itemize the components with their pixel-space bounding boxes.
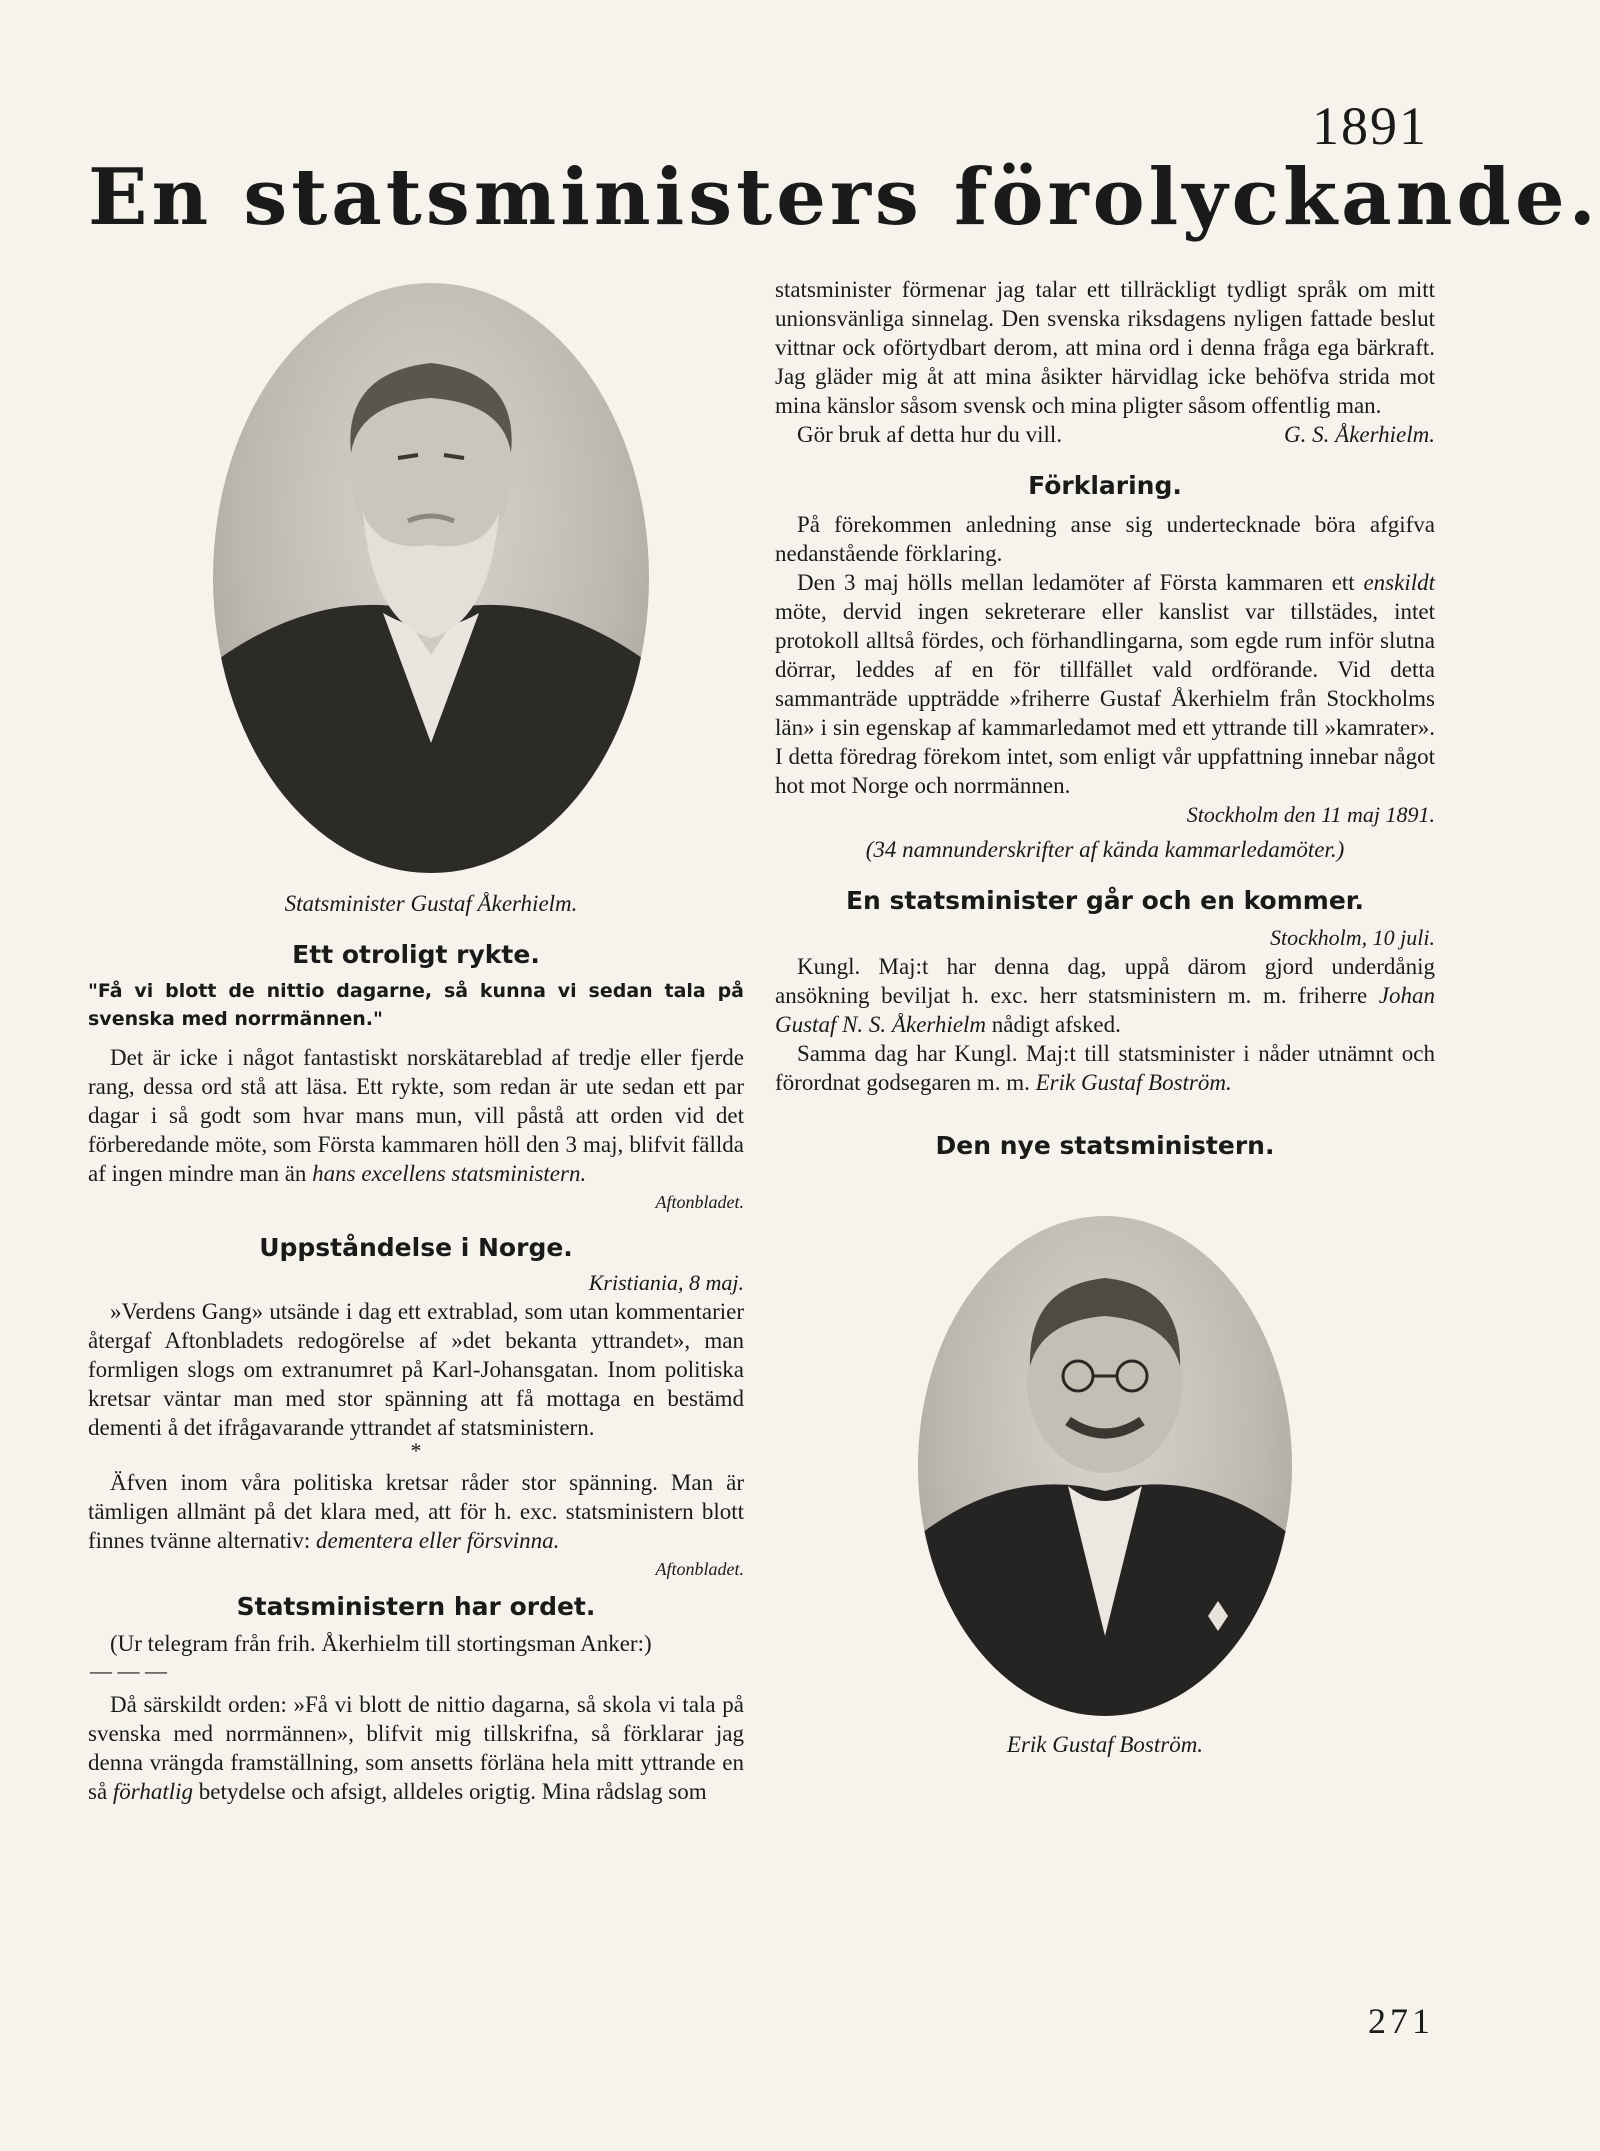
- signature: G. S. Åkerhielm.: [1284, 422, 1435, 447]
- section-heading-ordet: Statsministern har ordet.: [236, 1592, 596, 1621]
- section-heading-nye: Den nye statsministern.: [935, 1131, 1275, 1160]
- paragraph: På förekommen anledning anse sig undertecknade böra afgifva nedanstående förklaring.: [775, 512, 1435, 566]
- section-heading-forklaring: Förklaring.: [1028, 471, 1182, 500]
- portrait-caption-akerhielm: Statsminister Gustaf Åkerhielm.: [284, 891, 578, 916]
- dateline: Kristiania, 8 maj.: [588, 1270, 744, 1295]
- separator-star: *: [410, 1438, 422, 1463]
- paragraph: Det är icke i något fantastiskt norskätareblad af tredje eller fjerde rang, dessa ord stå att läsa. Ett rykte, som redan är ute sedan ett par dagar i så godt som hvar mans mun, vill påstå att orden vid det förberedande möte, som Första kammaren höll den 3 maj, blifvit fällda af ingen mindre man än hans excellens statsministern.: [88, 1045, 744, 1186]
- page-title: En statsministers förolyckande.: [88, 152, 1600, 243]
- dashes: — — —: [90, 1658, 167, 1683]
- portrait-bostrom: [918, 1216, 1292, 1716]
- section-heading-rykte: Ett otroligt rykte.: [292, 940, 540, 969]
- paragraph: »Verdens Gang» utsände i dag ett extrablad, som utan kommentarier återgaf Aftonbladets redogörelse af »det bekanta yttrandet», man formligen slogs om extranumret på Karl-Johansgatan. Inom politiska kretsar väntar man med stor spänning att få mottaga en bestämd dementi å det ifrågavarande yttrandet af statsministern.: [88, 1299, 744, 1440]
- right-column: [775, 275, 1435, 1759]
- closing-line: Gör bruk af detta hur du vill.: [797, 422, 1063, 447]
- paragraph: Då särskildt orden: »Få vi blott de nittio dagarna, så skola vi tala på svenska med norrmännen», blifvit mig tillskrifna, så förklarar jag denna vrängda framställning, som ansetts förläna hela mitt yttrande en så förhatlig betydelse och afsigt, alldeles origtig. Mina rådslag som: [88, 1692, 744, 1804]
- left-column: [88, 283, 744, 1806]
- source-aftonbladet: Aftonbladet.: [655, 1192, 744, 1212]
- source-aftonbladet: Aftonbladet.: [655, 1559, 744, 1579]
- dateline: Stockholm den 11 maj 1891.: [1186, 802, 1435, 827]
- portrait-akerhielm: [213, 283, 649, 873]
- portrait-caption-bostrom: Erik Gustaf Boström.: [1006, 1732, 1204, 1757]
- signatures-note: (34 namnunderskrifter af kända kammarledamöter.): [865, 837, 1345, 862]
- paragraph: Den 3 maj hölls mellan ledamöter af Första kammaren ett enskildt möte, dervid ingen sekreterare eller kanslist var tillstädes, intet protokoll alltså fördes, och förhandlingarna, som egde rum inför slutna dörrar, leddes af en för tillfället vald ordförande. Vid detta sammanträde uppträdde »friherre Gustaf Åkerhielm från Stockholms län» i sin egenskap af kammarledamot med ett yttrande till »kamrater». I detta föredrag förekom intet, som enligt vår uppfattning innebar något hot mot Norge och norrmännen.: [775, 570, 1435, 798]
- paragraph: Samma dag har Kungl. Maj:t till statsminister i nåder utnämnt och förordnat godsegaren m. m. Erik Gustaf Boström.: [775, 1041, 1435, 1095]
- paragraph: Äfven inom våra politiska kretsar råder stor spänning. Man är tämligen allmänt på det klara med, att för h. exc. statsministern blott finnes tvänne alternativ: dementera eller försvinna.: [88, 1470, 744, 1553]
- quote: "Få vi blott de nittio dagarne, så kunna vi sedan tala på svenska med norrmännen.": [88, 980, 744, 1030]
- dateline: Stockholm, 10 juli.: [1270, 925, 1435, 950]
- paragraph: Kungl. Maj:t har denna dag, uppå därom gjord underdånig ansökning beviljat h. exc. herr statsministern m. m. friherre Johan Gustaf N. S. Åkerhielm nådigt afsked.: [775, 954, 1435, 1037]
- section-heading-uppstandelse: Uppståndelse i Norge.: [259, 1233, 573, 1262]
- paragraph: (Ur telegram från frih. Åkerhielm till stortingsman Anker:): [110, 1631, 652, 1656]
- year: 1891: [1312, 96, 1428, 156]
- section-heading-statsminister: En statsminister går och en kommer.: [845, 886, 1365, 915]
- paragraph: statsminister förmenar jag talar ett tillräckligt tydligt språk om mitt unionsvänliga sinnelag. Den svenska riksdagens nyligen fattade beslut vittnar ock oförtydbart derom, att mina ord i denna fråga ega bärkraft. Jag gläder mig åt att mina åsikter härvidlag icke behöfva strida mot mina känslor såsom svensk och mina pligter såsom offentlig man.: [775, 277, 1435, 418]
- page-number: 271: [1368, 2001, 1434, 2041]
